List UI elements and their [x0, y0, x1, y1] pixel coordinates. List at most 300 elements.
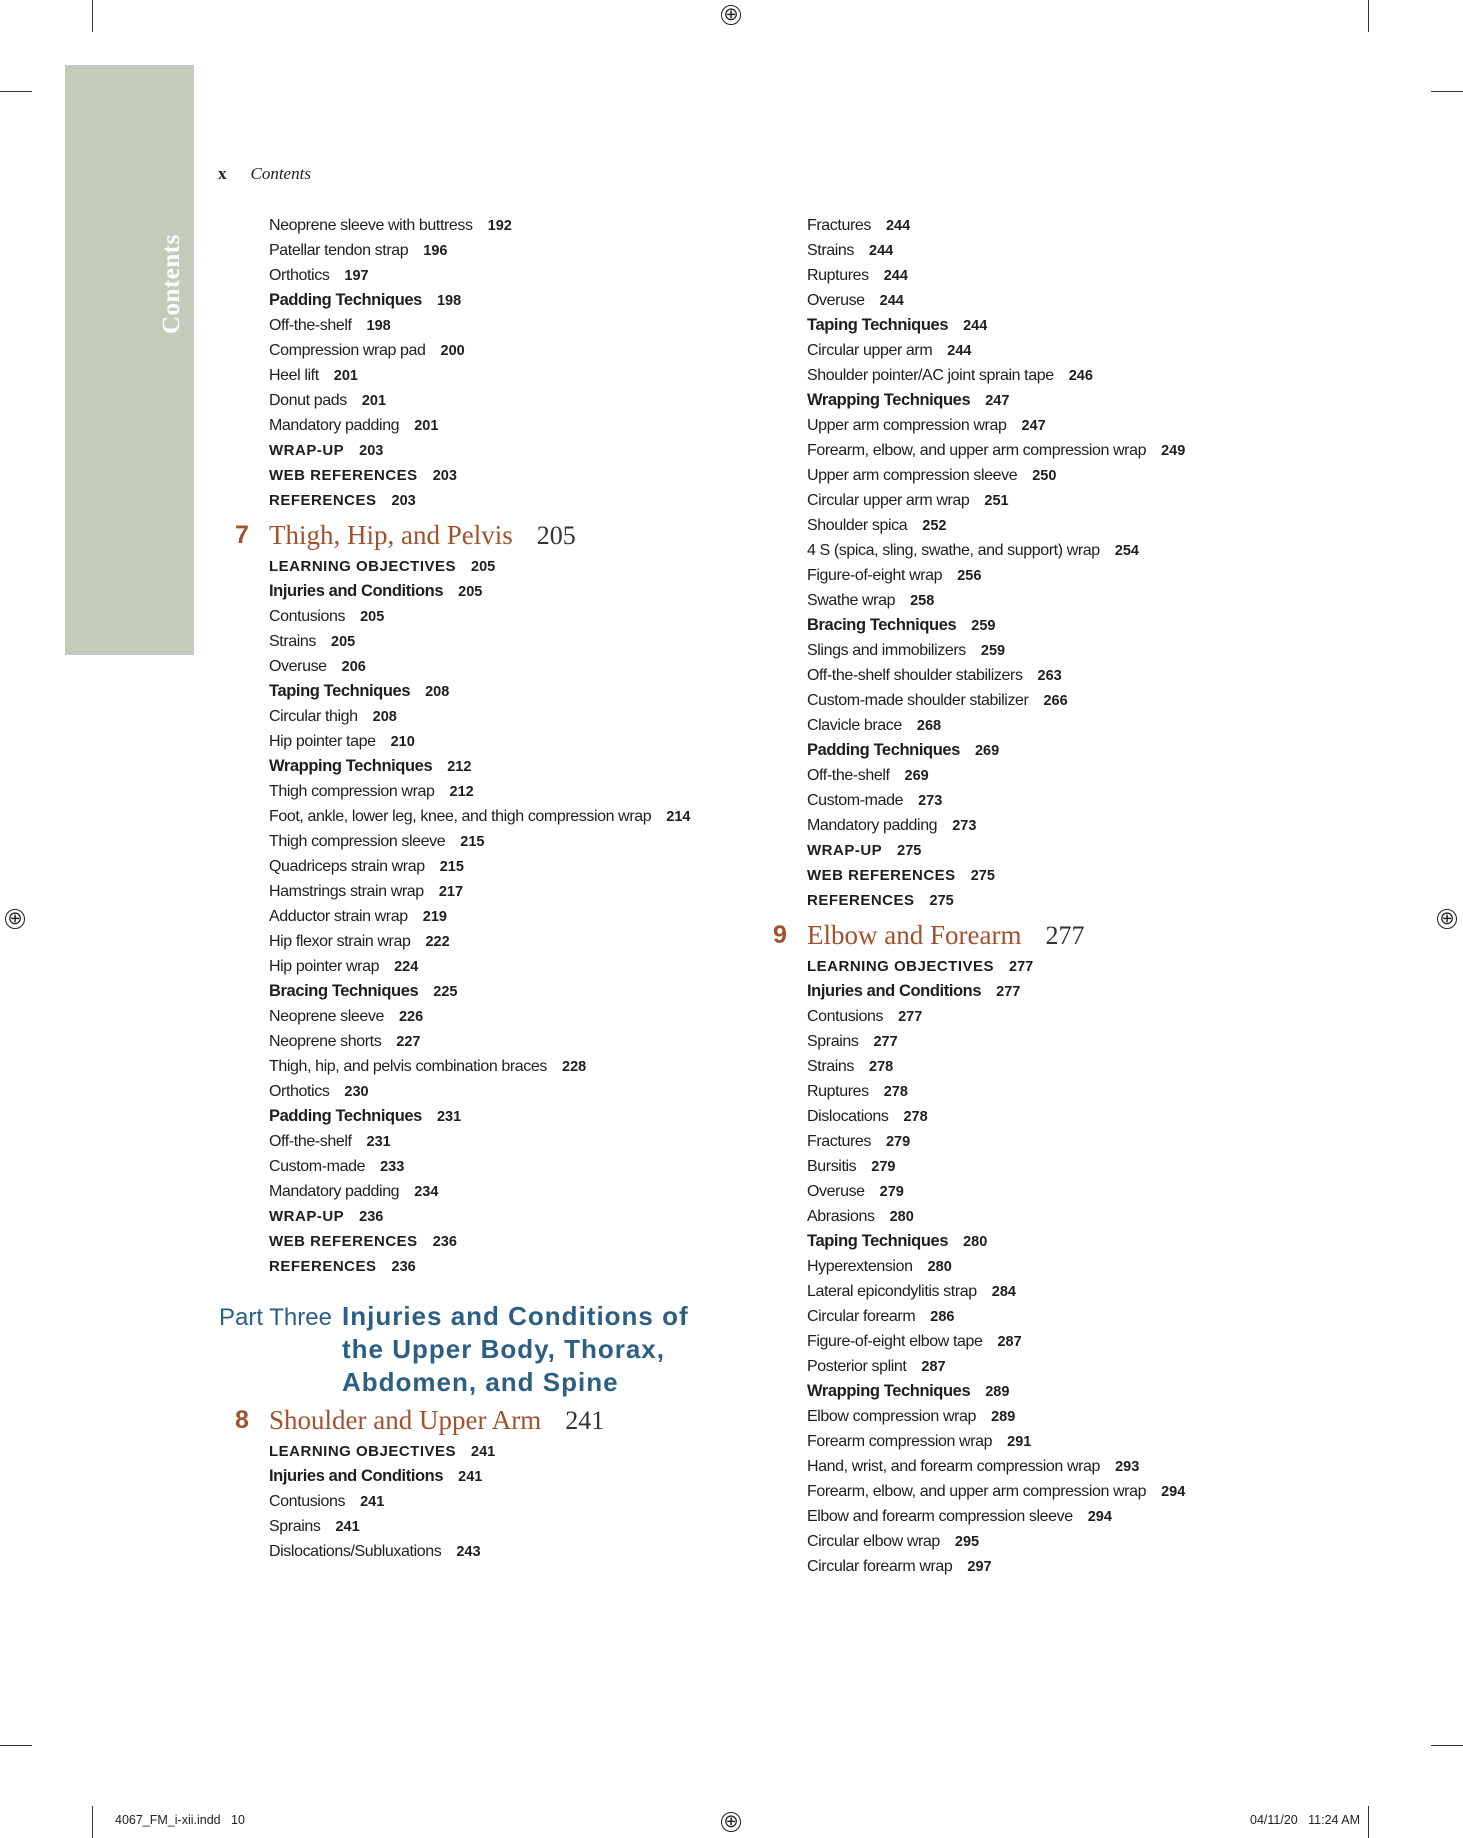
toc-entry-page: 226	[398, 1008, 424, 1025]
chapter-page: 205	[536, 520, 576, 550]
toc-entry[interactable]	[269, 729, 690, 754]
toc-entry-title: WEB REFERENCES	[269, 467, 418, 484]
toc-section-entry[interactable]	[269, 438, 690, 463]
toc-left-column-lower	[235, 1402, 605, 1564]
toc-entry-title: Elbow compression wrap	[807, 1407, 977, 1425]
toc-entry[interactable]	[807, 1029, 1185, 1054]
toc-entry-title: Orthotics	[269, 1082, 330, 1100]
toc-entry-page: 201	[333, 367, 358, 384]
toc-entry-page: 279	[885, 1133, 911, 1150]
toc-entry-page: 287	[921, 1358, 946, 1375]
toc-entry-title: Patellar tendon strap	[269, 241, 409, 259]
toc-entry-page: 291	[1007, 1433, 1032, 1450]
toc-entry-page: 234	[414, 1183, 439, 1200]
toc-entry[interactable]	[269, 1179, 690, 1204]
toc-entry-title: Forearm, elbow, and upper arm compression wrap	[807, 1482, 1147, 1500]
toc-entry-title: Overuse	[269, 657, 327, 675]
toc-entry[interactable]	[807, 763, 1185, 788]
toc-section-entry[interactable]	[269, 754, 690, 779]
toc-section-entry[interactable]	[807, 388, 1185, 413]
toc-section-entry[interactable]	[269, 463, 690, 488]
toc-entry-title: Taping Techniques	[269, 682, 411, 700]
toc-entry-title: REFERENCES	[269, 492, 377, 509]
toc-entry[interactable]	[807, 1429, 1185, 1454]
toc-entry-page: 275	[929, 892, 954, 909]
chapter-page: 277	[1045, 920, 1085, 950]
toc-entry-title: Neoprene shorts	[269, 1032, 382, 1050]
toc-entry-title: Figure-of-eight elbow tape	[807, 1332, 983, 1350]
toc-entry[interactable]	[269, 1539, 604, 1564]
chapter-page: 241	[565, 1405, 605, 1435]
toc-entry[interactable]	[807, 1154, 1185, 1179]
crop-mark	[0, 91, 32, 92]
toc-entry-title: Mandatory padding	[269, 416, 400, 434]
toc-section-entry[interactable]	[269, 1229, 690, 1254]
toc-entry-title: Neoprene sleeve	[269, 1007, 384, 1025]
toc-entry[interactable]	[269, 1079, 690, 1104]
toc-entry-page: 227	[396, 1033, 421, 1050]
toc-entry-page: 244	[879, 292, 904, 309]
toc-entry-title: Overuse	[807, 1182, 865, 1200]
toc-entry-page: 277	[898, 1008, 923, 1025]
toc-entry[interactable]	[807, 463, 1185, 488]
toc-entry-page: 258	[910, 592, 935, 609]
toc-entry-page: 198	[366, 317, 391, 334]
toc-section-entry[interactable]	[807, 863, 1185, 888]
toc-entry-page: 284	[991, 1283, 1016, 1300]
toc-entry-page: 294	[1087, 1508, 1112, 1525]
toc-entry-page: 201	[361, 392, 387, 409]
toc-entry-page: 254	[1114, 542, 1139, 559]
toc-entry-page: 203	[391, 492, 416, 509]
toc-entry-page: 206	[341, 658, 366, 675]
toc-entry-page: 279	[879, 1183, 904, 1200]
toc-entry[interactable]	[807, 588, 1185, 613]
toc-section-entry[interactable]	[269, 1254, 690, 1279]
toc-entry[interactable]	[269, 263, 690, 288]
toc-entry-page: 224	[394, 958, 419, 975]
toc-section-entry[interactable]	[269, 1204, 690, 1229]
toc-entry-page: 279	[871, 1158, 896, 1175]
toc-entry-title: Padding Techniques	[269, 1107, 422, 1125]
registration-mark-icon: ⊕	[5, 909, 25, 929]
toc-entry-title: Hip flexor strain wrap	[269, 932, 411, 950]
toc-section-entry[interactable]	[807, 954, 1185, 979]
toc-entry-page: 212	[447, 758, 472, 775]
toc-entry[interactable]	[807, 813, 1185, 838]
toc-entry-page: 230	[344, 1083, 369, 1100]
toc-entry-title: Dislocations	[807, 1107, 889, 1125]
toc-entry[interactable]	[269, 1489, 604, 1514]
toc-entry-title: Swathe wrap	[807, 591, 896, 609]
toc-entry-page: 273	[952, 817, 977, 834]
toc-entry[interactable]	[807, 713, 1185, 738]
toc-entry-page: 277	[873, 1033, 898, 1050]
toc-entry[interactable]	[269, 1514, 604, 1539]
toc-section-entry[interactable]	[807, 738, 1185, 763]
toc-entry-page: 215	[460, 833, 485, 850]
toc-entry-title: Bracing Techniques	[807, 616, 957, 634]
toc-entry-page: 236	[391, 1258, 416, 1275]
toc-entry[interactable]	[269, 879, 690, 904]
toc-entry-page: 231	[436, 1108, 462, 1125]
crop-mark	[0, 1745, 32, 1746]
toc-entry-title: Off-the-shelf	[269, 316, 352, 334]
toc-entry[interactable]	[807, 213, 1185, 238]
toc-entry-page: 215	[439, 858, 464, 875]
toc-entry-page: 273	[918, 792, 943, 809]
toc-entry[interactable]	[269, 629, 690, 654]
toc-entry-title: Hip pointer tape	[269, 732, 376, 750]
toc-entry-page: 241	[458, 1468, 483, 1485]
toc-entry-title: Fractures	[807, 216, 871, 234]
toc-entry[interactable]	[807, 663, 1185, 688]
toc-entry-title: Bursitis	[807, 1157, 857, 1175]
toc-left-column	[235, 213, 691, 1279]
toc-entry-page: 266	[1043, 692, 1068, 709]
toc-entry[interactable]	[807, 538, 1185, 563]
toc-entry-page: 241	[471, 1443, 496, 1460]
toc-entry-title: Off-the-shelf shoulder stabilizers	[807, 666, 1023, 684]
toc-entry-title: Orthotics	[269, 266, 330, 284]
toc-entry-page: 205	[471, 558, 496, 575]
chapter-heading[interactable]	[773, 917, 1185, 954]
toc-entry[interactable]	[807, 1179, 1185, 1204]
toc-entry[interactable]	[269, 1054, 690, 1079]
toc-entry-title: Circular forearm wrap	[807, 1557, 953, 1575]
toc-entry-title: Sprains	[807, 1032, 859, 1050]
toc-section-entry[interactable]	[269, 579, 690, 604]
toc-entry-page: 263	[1037, 667, 1062, 684]
toc-entry-page: 286	[930, 1308, 955, 1325]
toc-entry-title: LEARNING OBJECTIVES	[807, 958, 995, 975]
toc-entry-title: Strains	[807, 1057, 854, 1075]
toc-entry-page: 197	[344, 267, 369, 284]
toc-entry-title: LEARNING OBJECTIVES	[269, 558, 457, 575]
toc-entry-title: WRAP-UP	[269, 1208, 345, 1225]
toc-entry-page: 200	[440, 342, 465, 359]
toc-entry[interactable]	[269, 604, 690, 629]
crop-mark	[1368, 1806, 1369, 1838]
toc-entry-title: Clavicle brace	[807, 716, 902, 734]
crop-mark	[1431, 1745, 1463, 1746]
toc-section-entry[interactable]	[807, 888, 1185, 913]
toc-entry-title: Abrasions	[807, 1207, 875, 1225]
toc-section-entry[interactable]	[269, 679, 690, 704]
toc-entry-title: WRAP-UP	[269, 442, 345, 459]
toc-entry-title: WRAP-UP	[807, 842, 883, 859]
toc-entry-page: 222	[425, 933, 450, 950]
toc-entry-title: Circular forearm	[807, 1307, 916, 1325]
toc-entry-page: 246	[1068, 367, 1093, 384]
toc-entry-title: REFERENCES	[269, 1258, 377, 1275]
part-label: Part Three	[219, 1304, 332, 1331]
toc-entry[interactable]	[269, 413, 690, 438]
toc-entry[interactable]	[269, 338, 690, 363]
toc-entry-page: 210	[390, 733, 415, 750]
toc-entry-title: Thigh compression wrap	[269, 782, 435, 800]
toc-entry[interactable]	[807, 1354, 1185, 1379]
toc-section-entry[interactable]	[269, 1104, 690, 1129]
toc-entry-title: Thigh, hip, and pelvis combination braces	[269, 1057, 547, 1075]
toc-entry-page: 208	[372, 708, 397, 725]
toc-entry[interactable]	[269, 779, 690, 804]
toc-entry[interactable]	[807, 238, 1185, 263]
registration-mark-icon: ⊕	[721, 5, 741, 25]
toc-entry-page: 252	[922, 517, 947, 534]
toc-entry[interactable]	[807, 1554, 1185, 1579]
toc-entry[interactable]	[269, 954, 690, 979]
toc-entry[interactable]	[269, 854, 690, 879]
toc-group	[269, 213, 690, 513]
toc-entry-page: 196	[423, 242, 448, 259]
toc-entry-title: Ruptures	[807, 266, 869, 284]
toc-entry-page: 231	[366, 1133, 391, 1150]
toc-entry[interactable]	[807, 363, 1185, 388]
toc-group	[269, 1439, 604, 1564]
side-tab	[65, 65, 194, 655]
toc-entry-title: Padding Techniques	[269, 291, 422, 309]
toc-entry-title: Custom-made shoulder stabilizer	[807, 691, 1029, 709]
toc-entry-page: 205	[458, 583, 483, 600]
toc-entry-title: Ruptures	[807, 1082, 869, 1100]
toc-section-entry[interactable]	[807, 613, 1185, 638]
toc-entry-page: 244	[869, 242, 894, 259]
toc-entry-page: 294	[1161, 1483, 1186, 1500]
toc-entry[interactable]	[807, 1079, 1185, 1104]
toc-entry-page: 250	[1032, 467, 1057, 484]
toc-entry-title: LEARNING OBJECTIVES	[269, 1443, 457, 1460]
toc-entry-page: 244	[885, 217, 911, 234]
toc-entry-title: Hyperextension	[807, 1257, 913, 1275]
toc-entry-title: Taping Techniques	[807, 316, 949, 334]
toc-entry-page: 277	[1009, 958, 1034, 975]
toc-entry[interactable]	[269, 1129, 690, 1154]
toc-entry[interactable]	[807, 1104, 1185, 1129]
toc-section-entry[interactable]	[807, 1229, 1185, 1254]
page-numeral: x	[218, 164, 227, 183]
running-head-title: Contents	[250, 164, 311, 183]
toc-entry[interactable]	[807, 513, 1185, 538]
toc-entry[interactable]	[807, 688, 1185, 713]
toc-entry-page: 268	[916, 717, 942, 734]
toc-entry-title: 4 S (spica, sling, swathe, and support) wrap	[807, 541, 1100, 559]
toc-entry-title: Strains	[807, 241, 854, 259]
toc-entry-title: Taping Techniques	[807, 1232, 949, 1250]
toc-entry-title: Donut pads	[269, 391, 347, 409]
toc-entry[interactable]	[807, 288, 1185, 313]
toc-entry[interactable]	[807, 1454, 1185, 1479]
toc-entry[interactable]	[269, 363, 690, 388]
toc-entry[interactable]	[269, 804, 690, 829]
toc-section-entry[interactable]	[807, 313, 1185, 338]
toc-entry-page: 241	[360, 1493, 385, 1510]
toc-entry-page: 244	[883, 267, 908, 284]
toc-entry-page: 203	[432, 467, 457, 484]
toc-entry-title: Contusions	[269, 1492, 346, 1510]
toc-entry-page: 278	[869, 1058, 894, 1075]
toc-entry-page: 280	[889, 1208, 914, 1225]
toc-entry-page: 287	[997, 1333, 1022, 1350]
part-title-line: Abdomen, and Spine	[342, 1367, 619, 1397]
toc-entry[interactable]	[269, 929, 690, 954]
toc-section-entry[interactable]	[807, 838, 1185, 863]
chapter-number: 9	[773, 921, 787, 949]
toc-entry[interactable]	[807, 338, 1185, 363]
toc-entry-page: 198	[436, 292, 462, 309]
toc-entry[interactable]	[807, 1004, 1185, 1029]
toc-section-entry[interactable]	[269, 488, 690, 513]
toc-entry[interactable]	[807, 1129, 1185, 1154]
toc-entry[interactable]	[807, 1254, 1185, 1279]
toc-entry-page: 205	[331, 633, 356, 650]
toc-entry[interactable]	[269, 238, 690, 263]
toc-entry[interactable]	[269, 388, 690, 413]
toc-entry-page: 269	[904, 767, 929, 784]
toc-entry[interactable]	[807, 488, 1185, 513]
registration-mark-icon: ⊕	[1437, 909, 1457, 929]
toc-entry-title: Wrapping Techniques	[807, 1382, 971, 1400]
toc-entry[interactable]	[269, 213, 690, 238]
toc-entry-page: 280	[963, 1233, 988, 1250]
toc-entry-title: Circular elbow wrap	[807, 1532, 940, 1550]
toc-entry-title: Hamstrings strain wrap	[269, 882, 424, 900]
toc-entry-title: Overuse	[807, 291, 865, 309]
toc-entry-title: Posterior splint	[807, 1357, 907, 1375]
toc-entry-page: 244	[963, 317, 988, 334]
toc-entry[interactable]	[807, 563, 1185, 588]
toc-entry-page: 259	[980, 642, 1006, 659]
toc-entry-page: 275	[897, 842, 922, 859]
toc-section-entry[interactable]	[269, 1439, 604, 1464]
toc-entry-title: Injuries and Conditions	[269, 582, 444, 600]
toc-entry[interactable]	[269, 904, 690, 929]
toc-entry-title: Foot, ankle, lower leg, knee, and thigh compression wrap	[269, 807, 652, 825]
crop-mark	[92, 1806, 93, 1838]
toc-entry[interactable]	[269, 654, 690, 679]
toc-entry[interactable]	[807, 263, 1185, 288]
toc-entry-title: Custom-made	[269, 1157, 366, 1175]
toc-entry-title: Elbow and forearm compression sleeve	[807, 1507, 1073, 1525]
toc-section-entry[interactable]	[269, 288, 690, 313]
toc-entry[interactable]	[269, 313, 690, 338]
slug-file-info: 4067_FM_i-xii.indd 10	[115, 1813, 245, 1827]
toc-section-entry[interactable]	[269, 554, 690, 579]
toc-entry-page: 205	[360, 608, 385, 625]
chapter-title: Elbow and Forearm	[807, 920, 1022, 950]
toc-entry-title: WEB REFERENCES	[269, 1233, 418, 1250]
toc-entry-page: 214	[666, 808, 691, 825]
toc-entry[interactable]	[807, 1204, 1185, 1229]
toc-entry[interactable]	[807, 1304, 1185, 1329]
toc-entry-page: 208	[425, 683, 450, 700]
toc-entry[interactable]	[807, 1329, 1185, 1354]
toc-entry[interactable]	[807, 1504, 1185, 1529]
toc-entry[interactable]	[807, 1529, 1185, 1554]
toc-entry-title: Figure-of-eight wrap	[807, 566, 943, 584]
toc-entry-page: 295	[954, 1533, 980, 1550]
toc-entry-page: 280	[927, 1258, 952, 1275]
part-heading	[219, 1300, 689, 1399]
chapter-number: 7	[235, 521, 249, 549]
toc-entry-title: Shoulder pointer/AC joint sprain tape	[807, 366, 1054, 384]
toc-entry-title: Injuries and Conditions	[807, 982, 982, 1000]
chapter-heading[interactable]	[235, 1402, 604, 1439]
toc-entry-title: WEB REFERENCES	[807, 867, 956, 884]
toc-entry-page: 256	[957, 567, 982, 584]
toc-entry[interactable]	[807, 638, 1185, 663]
toc-entry-title: Forearm, elbow, and upper arm compression wrap	[807, 441, 1147, 459]
part-title	[342, 1300, 689, 1399]
toc-entry[interactable]	[269, 1154, 690, 1179]
toc-entry-title: Off-the-shelf	[807, 766, 890, 784]
toc-entry-title: Sprains	[269, 1517, 321, 1535]
toc-entry[interactable]	[269, 1004, 690, 1029]
toc-entry[interactable]	[807, 788, 1185, 813]
toc-entry-page: 259	[971, 617, 996, 634]
toc-section-entry[interactable]	[269, 979, 690, 1004]
toc-entry[interactable]	[269, 704, 690, 729]
toc-entry-page: 212	[449, 783, 474, 800]
crop-mark	[92, 0, 93, 32]
toc-entry-page: 219	[422, 908, 447, 925]
toc-group	[807, 213, 1185, 913]
toc-entry[interactable]	[807, 1404, 1185, 1429]
toc-entry-page: 247	[1021, 417, 1046, 434]
toc-entry-page: 228	[562, 1058, 587, 1075]
toc-entry-page: 244	[947, 342, 972, 359]
toc-entry-page: 247	[985, 392, 1010, 409]
toc-entry-title: Compression wrap pad	[269, 341, 426, 359]
toc-section-entry[interactable]	[807, 979, 1185, 1004]
toc-entry-page: 243	[456, 1543, 481, 1560]
toc-entry-title: Upper arm compression sleeve	[807, 466, 1018, 484]
toc-entry-title: Slings and immobilizers	[807, 641, 966, 659]
chapter-heading[interactable]	[235, 517, 690, 554]
toc-entry-title: Circular thigh	[269, 707, 358, 725]
toc-entry-page: 297	[967, 1558, 992, 1575]
toc-entry-title: Mandatory padding	[269, 1182, 400, 1200]
toc-entry[interactable]	[807, 413, 1185, 438]
toc-entry-title: Upper arm compression wrap	[807, 416, 1007, 434]
toc-entry[interactable]	[807, 438, 1185, 463]
toc-entry[interactable]	[269, 1029, 690, 1054]
toc-entry-title: Wrapping Techniques	[807, 391, 971, 409]
toc-entry-page: 278	[903, 1108, 928, 1125]
toc-entry-title: Hip pointer wrap	[269, 957, 380, 975]
chapter-title: Shoulder and Upper Arm	[269, 1405, 542, 1435]
toc-entry-page: 293	[1115, 1458, 1140, 1475]
toc-right-column	[773, 213, 1186, 1579]
toc-entry-page: 203	[359, 442, 384, 459]
chapter-number: 8	[235, 1406, 249, 1434]
toc-group	[269, 554, 690, 1279]
toc-entry-page: 289	[991, 1408, 1016, 1425]
toc-entry-page: 251	[984, 492, 1009, 509]
toc-entry-page: 192	[487, 217, 512, 234]
toc-entry-title: Forearm compression wrap	[807, 1432, 993, 1450]
toc-entry[interactable]	[269, 829, 690, 854]
toc-entry[interactable]	[807, 1279, 1185, 1304]
toc-entry-page: 275	[970, 867, 995, 884]
toc-entry-title: REFERENCES	[807, 892, 915, 909]
toc-entry-title: Adductor strain wrap	[269, 907, 408, 925]
toc-section-entry[interactable]	[269, 1464, 604, 1489]
toc-section-entry[interactable]	[807, 1379, 1185, 1404]
toc-entry[interactable]	[807, 1479, 1185, 1504]
toc-entry[interactable]	[807, 1054, 1185, 1079]
toc-entry-title: Off-the-shelf	[269, 1132, 352, 1150]
